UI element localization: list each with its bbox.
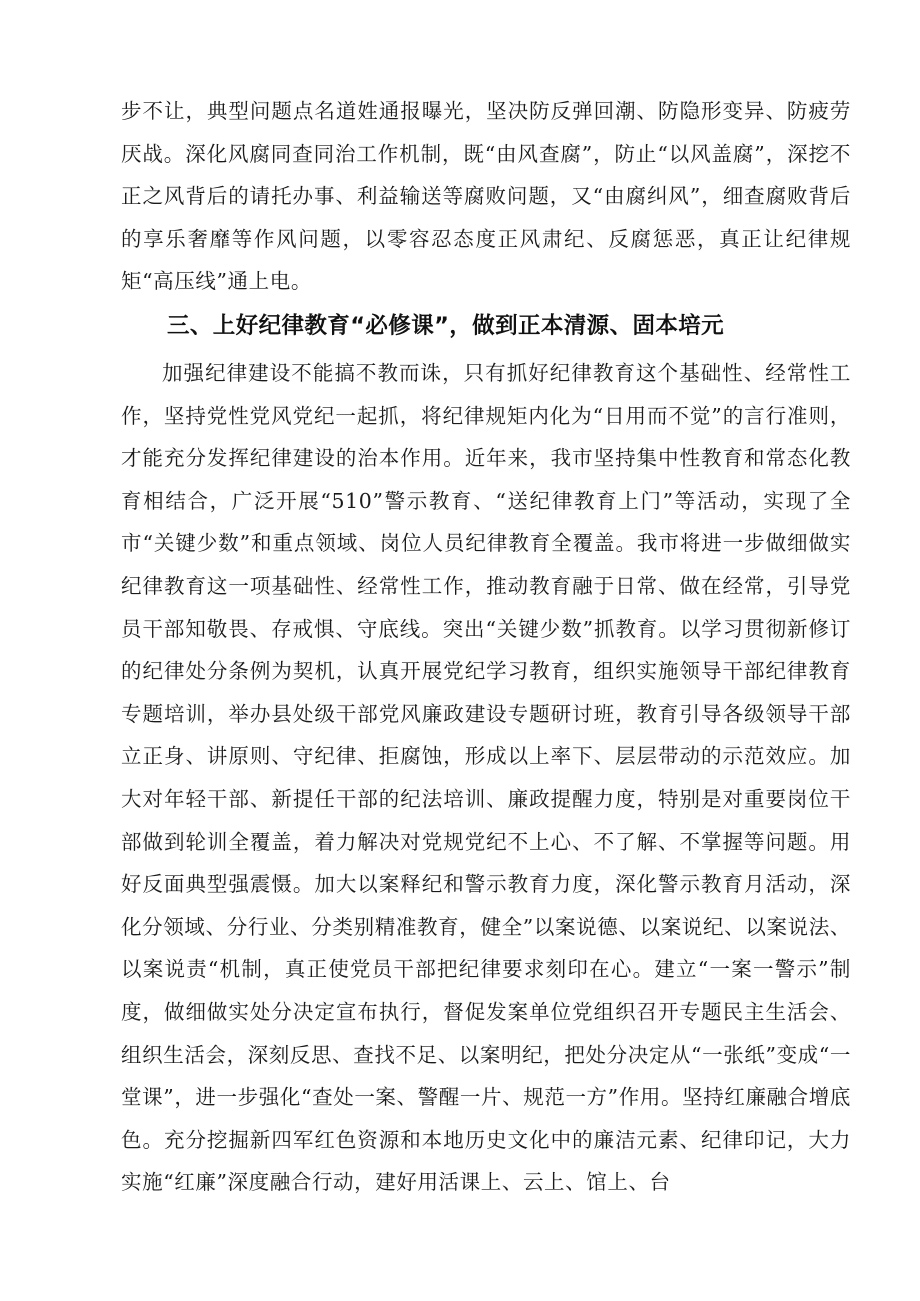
- body-paragraph-continued: 步不让，典型问题点名道姓通报曝光，坚决防反弹回潮、防隐形变异、防疲劳厌战。深化风腐同查同治工作机制，既“由风查腐”，防止“以风盖腐”，深挖不正之风背后的请托办事、利益输送等腐败问题，又“由腐纠风”，细查腐败背后的享乐奢靡等作风问题，以零容忍态度正风肃纪、反腐惩恶，真正让纪律规矩“高压线”通上电。: [121, 99, 851, 294]
- body-paragraph-discipline-education: 加强纪律建设不能搞不教而诛，只有抓好纪律教育这个基础性、经常性工作，坚持党性党风党纪一起抓，将纪律规矩内化为“日用而不觉”的言行准则，才能充分发挥纪律建设的治本作用。近年来，我市坚持集中性教育和常态化教育相结合，广泛开展“510”警示教育、“送纪律教育上门”等活动，实现了全市“关键少数”和重点领域、岗位人员纪律教育全覆盖。我市将进一步做细做实纪律教育这一项基础性、经常性工作，推动教育融于日常、做在经常，引导党员干部知敬畏、存戒惧、守底线。突出“关键少数”抓教育。以学习贯彻新修订的纪律处分条例为契机，认真开展党纪学习教育，组织实施领导干部纪律教育专题培训，举办县处级干部党风廉政建设专题研讨班，教育引导各级领导干部立正身、讲原则、守纪律、拒腐蚀，形成以上率下、层层带动的示范效应。加大对年轻干部、新提任干部的纪法培训、廉政提醒力度，特别是对重要岗位干部做到轮训全覆盖，着力解决对党规党纪不上心、不了解、不掌握等问题。用好反面典型强震慑。加大以案释纪和警示教育力度，深化警示教育月活动，深化分领域、分行业、分类别精准教育，健全”以案说德、以案说纪、以案说法、以案说责“机制，真正使党员干部把纪律要求刻印在心。建立“一案一警示”制度，做细做实处分决定宣布执行，督促发案单位党组织召开专题民主生活会、组织生活会，深刻反思、查找不足、以案明纪，把处分决定从“一张纸”变成“一堂课”，进一步强化“查处一案、警醒一片、规范一方”作用。坚持红廉融合增底色。充分挖掘新四军红色资源和本地历史文化中的廉洁元素、纪律印记，大力实施“红廉”深度融合行动，建好用活课上、云上、馆上、台: [121, 361, 851, 1195]
- section-heading-3: 三、上好纪律教育“必修课”，做到正本清源、固本培元: [167, 313, 725, 339]
